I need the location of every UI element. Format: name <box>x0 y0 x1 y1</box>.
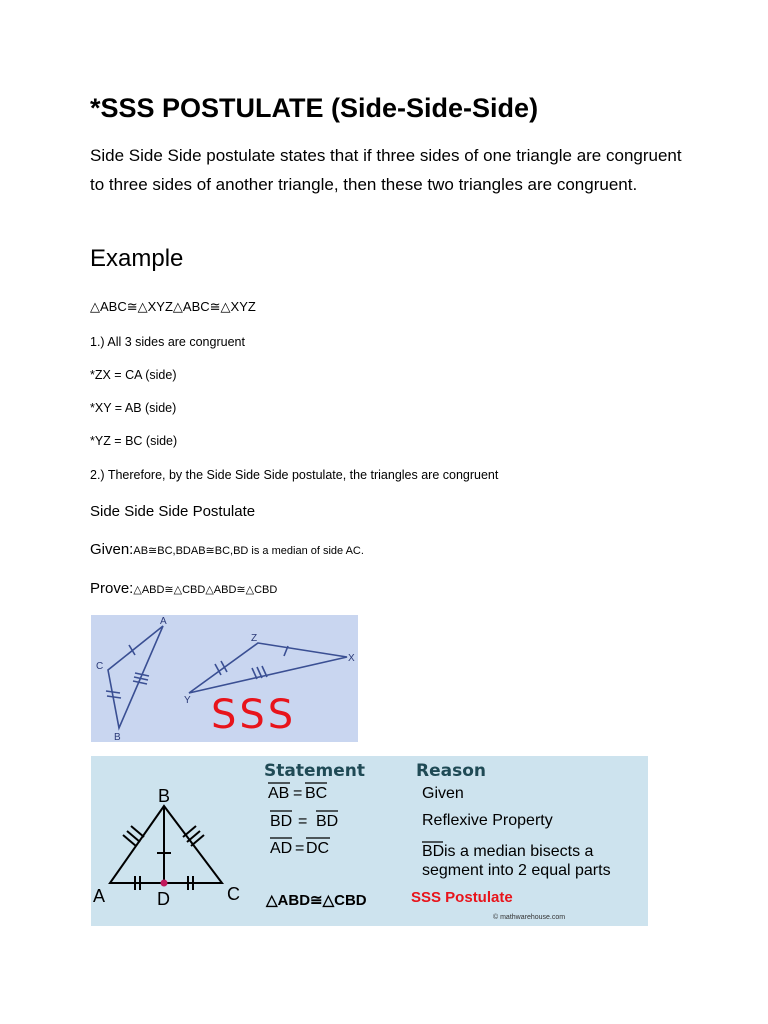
row3-reason-line2: segment into 2 equal parts <box>422 862 611 879</box>
triangle-xyz <box>189 643 347 693</box>
vertex-label-c: C <box>96 661 104 672</box>
vertex-label-d2: D <box>157 889 170 909</box>
credit-text: © mathwarehouse.com <box>493 914 566 921</box>
statement-header: Statement <box>264 761 365 781</box>
triangle-abc-median <box>110 806 222 883</box>
page-title: *SSS POSTULATE (Side-Side-Side) <box>90 93 539 123</box>
step-side-xy: *XY = AB (side) <box>90 401 177 415</box>
prove-label: Prove: <box>90 580 134 597</box>
midpoint-d-dot <box>161 880 168 887</box>
step-side-zx: *ZX = CA (side) <box>90 368 177 382</box>
reason-header: Reason <box>416 761 486 781</box>
proof-drawing <box>91 756 648 926</box>
given-label: Given: <box>90 541 134 558</box>
row1-left: AB <box>268 785 290 802</box>
row1-right: BC <box>305 785 328 802</box>
congruence-statement: △ABC≅△XYZ△ABC≅△XYZ <box>90 299 256 314</box>
given-text: AB≅BC,BDAB≅BC,BD is a median of side AC. <box>133 545 364 557</box>
conclusion-reason: SSS Postulate <box>411 889 513 906</box>
intro-paragraph: Side Side Side postulate states that if three sides of one triangle are congruent to three sides of another triangle, then these two triangles are congruent. <box>90 146 682 194</box>
step-2: 2.) Therefore, by the Side Side Side postulate, the triangles are congruent <box>90 468 499 482</box>
step-1: 1.) All 3 sides are congruent <box>90 335 245 349</box>
row2-op: = <box>298 813 308 830</box>
step-side-yz: *YZ = BC (side) <box>90 434 178 448</box>
vertex-label-y: Y <box>184 695 191 706</box>
vertex-label-a2: A <box>93 886 106 906</box>
vertex-label-x: X <box>348 653 355 664</box>
row2-reason: Reflexive Property <box>422 812 553 829</box>
row3-reason-overline: BD <box>422 843 445 860</box>
prove-text: △ABD≅△CBD△ABD≅△CBD <box>133 584 278 596</box>
row3-op: = <box>295 840 305 857</box>
row1-op: = <box>293 785 303 802</box>
vertex-label-a: A <box>160 616 167 627</box>
sss-triangles-drawing <box>91 615 358 742</box>
vertex-label-b2: B <box>158 786 171 806</box>
row3-reason: is a median bisects a <box>444 843 594 860</box>
row3-left: AD <box>270 840 293 857</box>
subheading: Side Side Side Postulate <box>90 503 256 520</box>
vertex-label-z: Z <box>251 633 258 644</box>
prove-line <box>90 580 277 598</box>
row1-reason: Given <box>422 785 464 802</box>
row2-left: BD <box>270 813 293 830</box>
sss-triangles-figure <box>91 615 358 742</box>
row2-right: BD <box>316 813 339 830</box>
example-heading: Example <box>90 245 184 272</box>
proof-figure <box>91 756 648 926</box>
conclusion-statement: △ABD≅△CBD <box>266 892 367 909</box>
given-line <box>90 541 364 559</box>
row3-right: DC <box>306 840 330 857</box>
vertex-label-b: B <box>114 732 121 742</box>
sss-caption: SSS <box>211 692 297 738</box>
vertex-label-c2: C <box>227 884 240 904</box>
